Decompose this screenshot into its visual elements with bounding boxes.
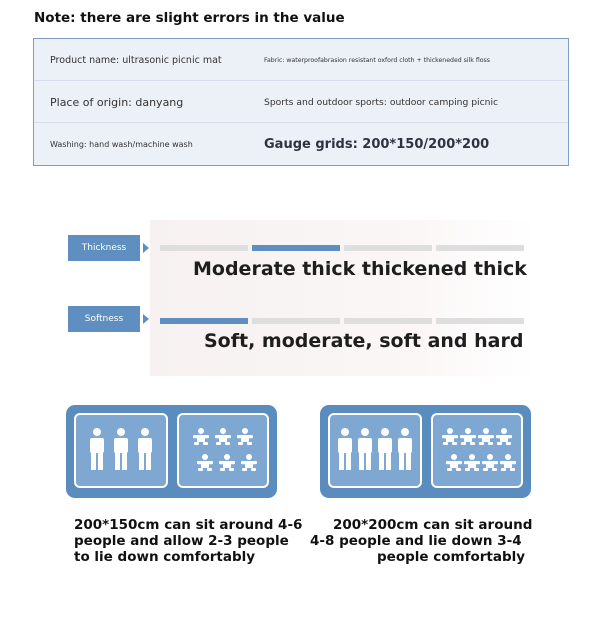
capacity-card-200x150 bbox=[66, 405, 277, 498]
lying-people-panel bbox=[431, 413, 523, 488]
softness-label: Softness bbox=[68, 306, 140, 332]
thickness-scale-text: Moderate thick thickened thick bbox=[193, 258, 527, 280]
spec-gauge: Gauge grids: 200*150/200*200 bbox=[264, 136, 490, 152]
scale-segment bbox=[436, 318, 524, 324]
capacity-caption-200x200 bbox=[310, 517, 533, 565]
person-standing-icon bbox=[90, 428, 104, 470]
scale-panel bbox=[150, 220, 536, 376]
person-lying-icon bbox=[464, 454, 480, 471]
note-heading: Note: there are slight errors in the value bbox=[34, 10, 345, 26]
person-lying-icon bbox=[241, 454, 257, 471]
caption-line: 4-8 people and lie down 3-4 bbox=[310, 533, 522, 549]
softness-scale-text: Soft, moderate, soft and hard bbox=[204, 330, 524, 352]
scale-segment bbox=[344, 245, 432, 251]
scale-segment bbox=[160, 245, 248, 251]
person-lying-icon bbox=[460, 428, 476, 445]
caption-line: people and allow 2-3 people bbox=[74, 533, 289, 549]
softness-arrow-icon bbox=[143, 314, 149, 324]
person-standing-icon bbox=[358, 428, 372, 470]
person-lying-icon bbox=[500, 454, 516, 471]
scale-segment bbox=[252, 318, 340, 324]
caption-line: to lie down comfortably bbox=[74, 549, 256, 565]
person-lying-icon bbox=[442, 428, 458, 445]
person-standing-icon bbox=[138, 428, 152, 470]
standing-people-panel bbox=[74, 413, 168, 488]
spec-row bbox=[34, 81, 568, 123]
spec-origin: Place of origin: danyang bbox=[50, 95, 184, 109]
lying-people-icon bbox=[433, 415, 521, 486]
person-standing-icon bbox=[338, 428, 352, 470]
person-lying-icon bbox=[197, 454, 213, 471]
spec-sports: Sports and outdoor sports: outdoor camping picnic bbox=[264, 96, 499, 108]
spec-row bbox=[34, 39, 568, 81]
scale-segment bbox=[160, 318, 248, 324]
spec-fabric: Fabric: waterproofabrasion resistant oxford cloth + thickeneded silk floss bbox=[264, 56, 490, 64]
person-lying-icon bbox=[496, 428, 512, 445]
capacity-card-200x200 bbox=[320, 405, 531, 498]
person-lying-icon bbox=[237, 428, 253, 445]
person-lying-icon bbox=[215, 428, 231, 445]
spec-table bbox=[33, 38, 569, 166]
scale-segment bbox=[344, 318, 432, 324]
person-lying-icon bbox=[478, 428, 494, 445]
scale-segment bbox=[252, 245, 340, 251]
person-lying-icon bbox=[219, 454, 235, 471]
caption-line: people comfortably bbox=[377, 549, 526, 565]
lying-people-panel bbox=[177, 413, 269, 488]
person-standing-icon bbox=[378, 428, 392, 470]
scale-segment bbox=[436, 245, 524, 251]
lying-people-icon bbox=[179, 415, 267, 486]
spec-product-name: Product name: ultrasonic picnic mat bbox=[50, 54, 222, 66]
caption-line: 200*150cm can sit around 4-6 bbox=[74, 517, 303, 533]
thickness-label: Thickness bbox=[68, 235, 140, 261]
caption-line: 200*200cm can sit around bbox=[333, 517, 533, 533]
capacity-caption-200x150 bbox=[74, 517, 304, 565]
person-lying-icon bbox=[446, 454, 462, 471]
thickness-arrow-icon bbox=[143, 243, 149, 253]
person-lying-icon bbox=[482, 454, 498, 471]
spec-washing: Washing: hand wash/machine wash bbox=[50, 139, 193, 149]
standing-people-icon bbox=[76, 415, 166, 486]
person-standing-icon bbox=[398, 428, 412, 470]
person-standing-icon bbox=[114, 428, 128, 470]
spec-row bbox=[34, 123, 568, 165]
standing-people-panel bbox=[328, 413, 422, 488]
person-lying-icon bbox=[193, 428, 209, 445]
standing-people-icon bbox=[330, 415, 420, 486]
